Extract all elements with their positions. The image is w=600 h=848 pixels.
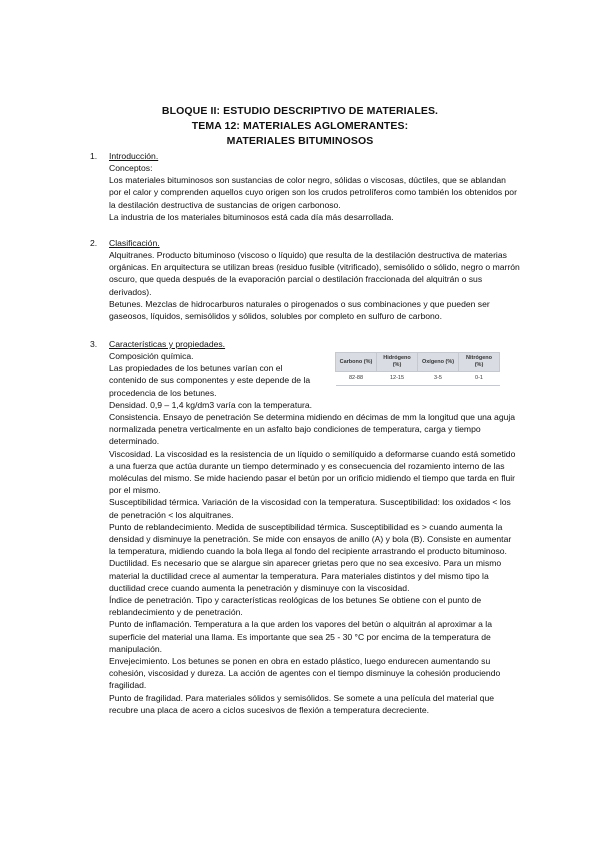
table-header-row	[336, 353, 500, 372]
paragraph: Índice de penetración. Tipo y características reológicas de los betunes Se obtiene con el punto de reblandecimiento y de penetración.	[109, 595, 482, 618]
paragraph: Alquitranes. Producto bituminoso (viscoso o líquido) que resulta de la destilación destructiva de materias orgánicas. En arquitectura se utilizan breas (residuo fusible (vitrificado), semisólido o sólido, negro o marrón oscuro, que queda después de la evaporación parcial o destilación fraccionada del alquitrán o sus derivados).	[109, 250, 520, 297]
paragraph: Consistencia. Ensayo de penetración Se determina midiendo en décimas de mm la longitud que una aguja normalizada penetra verticalmente en un asfalto bajo condiciones de temperatura, carga y tiempo determinado.	[109, 412, 516, 447]
paragraph: Betunes. Mezclas de hidrocarburos naturales o pirogenados o sus combinaciones y que pueden ser gaseosos, líquidos, semisólidos y sólidos, solubles por completo en sulfuro de carbono.	[109, 298, 490, 322]
section-title: Características y propiedades.	[109, 339, 226, 349]
subheading: Composición química.	[109, 351, 194, 361]
title-line-1: BLOQUE II: ESTUDIO DESCRIPTIVO DE MATERIALES.	[161, 105, 439, 117]
section-body	[90, 162, 520, 223]
paragraph: Densidad. 0,9 – 1,4 kg/dm3 varía con la temperatura.	[109, 399, 313, 410]
paragraph: Punto de fragilidad. Para materiales sólidos y semisólidos. Se somete a una película del material que recubre una placa de acero a ciclos sucesivos de flexión a temperatura decreciente.	[109, 692, 495, 715]
section-number: 3.	[90, 339, 98, 349]
paragraph: Los materiales bituminosos son sustancias de color negro, sólidas o viscosas, dúctiles, que se ablandan por el calor y comprenden aquellos cuyo origen son los crudos petrolíferos como también los obtenidos por la destilación destructiva de sustancias de origen carbonoso.	[109, 175, 517, 210]
table-cell: 12-15	[377, 372, 418, 386]
section-heading	[90, 338, 520, 350]
paragraph: Viscosidad. La viscosidad es la resistencia de un líquido o semilíquido a deformarse cuando está sometido a una fuerza que actúa durante un tiempo determinado y es consecuencia del rozamiento interno de las moléculas del mismo. Se mide haciendo pasar el betún por un orificio midiendo el tiempo que tarda en fluir por el mismo.	[109, 448, 516, 496]
section-body	[90, 350, 520, 716]
table-cell: 0-1	[459, 372, 500, 386]
paragraph: Envejecimiento. Los betunes se ponen en obra en estado plástico, luego endurecen aumentando su cohesión, viscosidad y dureza. La acción de agentes con el tiempo disminuye la cohesión produciendo fragilidad.	[109, 656, 501, 691]
table-row	[336, 372, 500, 386]
section-introduccion	[90, 150, 520, 223]
table-header-cell: Hidrógeno (%)	[377, 353, 418, 372]
paragraph: Punto de reblandecimiento. Medida de susceptibilidad térmica. Susceptibilidad es > cuando aumenta la densidad y disminuye la penetración. Se mide con ensayos de anillo (A) y bola (B). Consiste en aumentar la temperatura, midiendo cuando la bola llega al fondo del recipiente arrastrando el producto bituminoso.	[109, 521, 512, 557]
section-caracteristicas	[90, 338, 520, 716]
paragraph: Las propiedades de los betunes varían con el contenido de sus componentes y este depende de la procedencia de los betunes.	[109, 363, 311, 398]
title-line-3: MATERIALES BITUMINOSOS	[226, 135, 374, 147]
paragraph: Susceptibilidad térmica. Variación de la viscosidad con la temperatura. Susceptibilidad: los oxidados < los de penetración < los alquitranes.	[109, 497, 511, 520]
document-title-block	[0, 104, 600, 149]
section-body	[90, 249, 520, 322]
table-cell: 3-5	[418, 372, 459, 386]
section-title: Introducción.	[109, 151, 159, 161]
table-header-cell: Carbono (%)	[336, 353, 377, 372]
section-heading	[90, 237, 520, 249]
paragraph: Ductilidad. Es necesario que se alargue sin aparecer grietas pero que no sea excesivo. Para un mismo material la ductilidad crece al aumentar la temperatura. Para materiales distintos y del mismo tipo la ductilidad crece cuando aumenta la penetración y disminuye con la viscosidad.	[109, 558, 502, 593]
section-title: Clasificación.	[109, 238, 160, 248]
table-cell: 82-88	[336, 372, 377, 386]
composition-table	[335, 352, 500, 386]
section-clasificacion	[90, 237, 520, 322]
section-heading	[90, 150, 520, 162]
paragraph: Conceptos:	[109, 163, 153, 173]
paragraph: Punto de inflamación. Temperatura a la que arden los vapores del betún o alquitrán al aproximar a la superficie del material una llama. Es importante que sea 25 - 30 °C por encima de la temperatura de manipulación.	[109, 619, 492, 654]
paragraph: La industria de los materiales bituminosos está cada día más desarrollada.	[109, 211, 394, 222]
table-header-cell: Nitrógeno (%)	[459, 353, 500, 372]
title-line-2: TEMA 12: MATERIALES AGLOMERANTES:	[191, 120, 409, 132]
section-number: 2.	[90, 238, 98, 248]
table-header-cell: Oxígeno (%)	[418, 353, 459, 372]
section-number: 1.	[90, 151, 98, 161]
